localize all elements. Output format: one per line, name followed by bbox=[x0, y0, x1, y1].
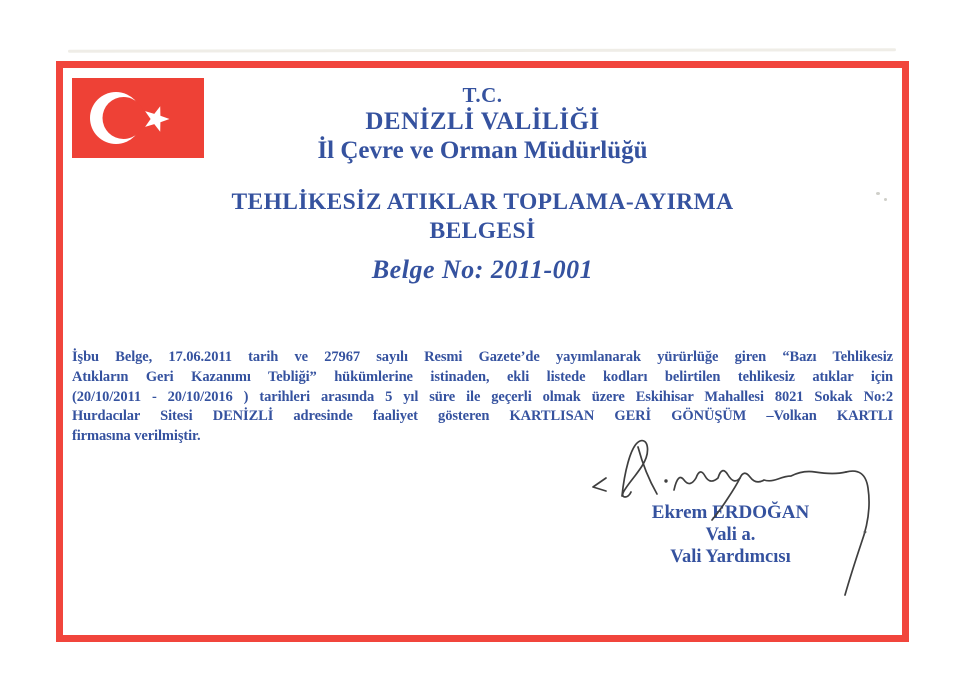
signer-title-1: Vali a. bbox=[705, 525, 756, 545]
certificate-title-line2: BELGESİ bbox=[429, 218, 536, 244]
header-tc: T.C. bbox=[462, 83, 503, 107]
signer-block bbox=[598, 501, 863, 568]
header-governorship: DENİZLİ VALİLİĞİ bbox=[365, 108, 600, 135]
certificate-number: Belge No: 2011-001 bbox=[371, 255, 594, 284]
body-line: (20/10/2011 - 20/10/2016 ) tarihleri arasında 5 yıl süre ile geçerli olmak üzere Eskihisar Mahallesi 8021 Sokak No:2 bbox=[72, 388, 893, 405]
body-line: Atıkların Geri Kazanımı Tebliği” hükümlerine istinaden, ekli listede kodları belirtilen tehlikesiz atıklar için bbox=[72, 368, 893, 385]
certificate-title bbox=[63, 188, 902, 246]
certificate-title-line1: TEHLİKESİZ ATIKLAR TOPLAMA-AYIRMA bbox=[231, 189, 734, 215]
body-line: firmasına verilmiştir. bbox=[72, 428, 201, 445]
scan-artifact-streak bbox=[68, 48, 896, 52]
certificate-body bbox=[72, 348, 893, 447]
header-directorate: İl Çevre ve Orman Müdürlüğü bbox=[317, 137, 648, 164]
body-line: İşbu Belge, 17.06.2011 tarih ve 27967 sayılı Resmi Gazete’de yayımlanarak yürürlüğe giren “Bazı Tehlikesiz bbox=[72, 349, 893, 365]
signer-name: Ekrem ERDOĞAN bbox=[651, 502, 810, 523]
signer-title-2: Vali Yardımcısı bbox=[670, 547, 791, 567]
body-line: Hurdacılar Sitesi DENİZLİ adresinde faaliyet gösteren KARTLISAN GERİ GÖNÜŞÜM –Volkan KARTLI bbox=[72, 408, 893, 425]
